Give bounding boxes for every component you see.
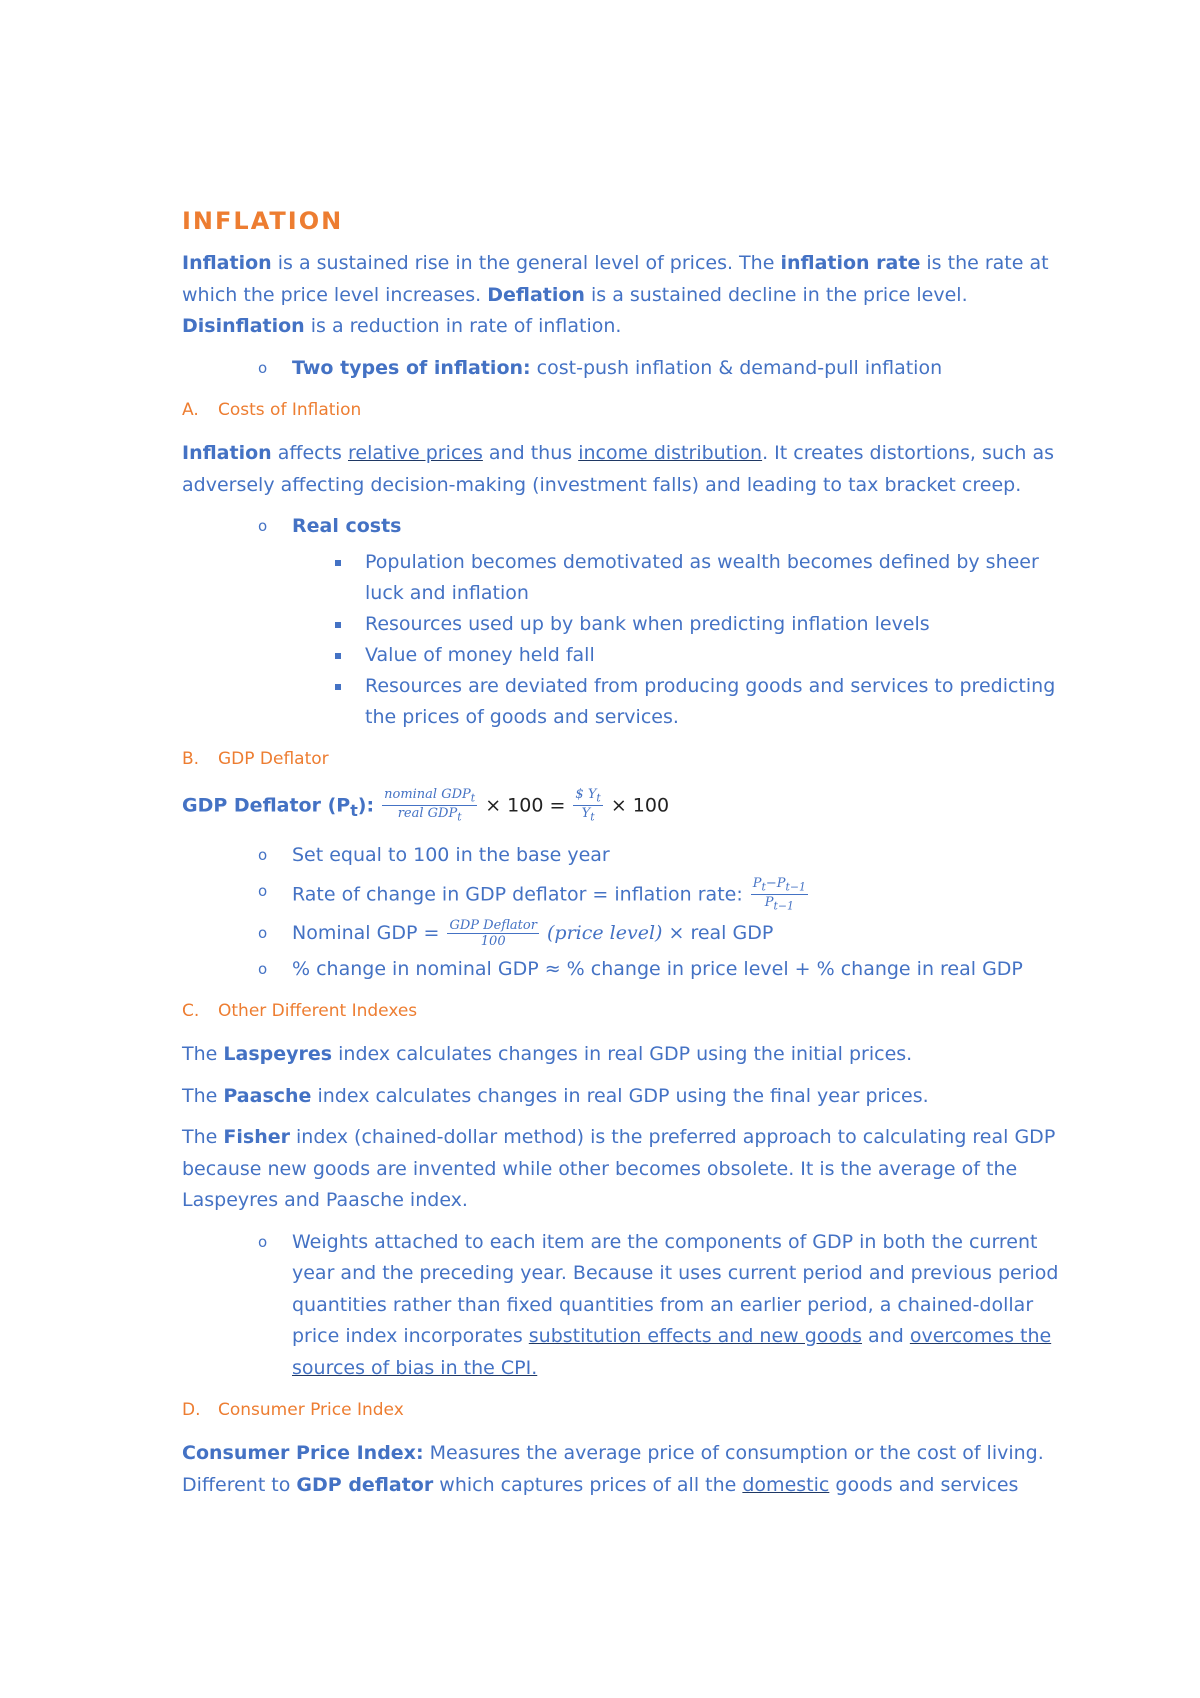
subscript: t xyxy=(350,800,358,820)
section-letter: A. xyxy=(182,400,199,420)
underlined-income-distribution: income distribution xyxy=(578,442,763,464)
square-bullet-icon xyxy=(335,684,341,690)
underlined-domestic: domestic xyxy=(742,1473,830,1496)
fraction-inflation-rate xyxy=(751,876,808,914)
subscript: t xyxy=(470,791,476,805)
times-100: × 100 = xyxy=(485,794,566,817)
list-item xyxy=(182,609,1062,640)
text: Measures the average price of consumption or the cost of living. Different to xyxy=(182,1442,1044,1496)
fraction-denominator: real GDP xyxy=(397,806,458,822)
list-item-text: Nominal GDP = xyxy=(292,922,440,945)
section-heading-b xyxy=(182,747,1062,771)
fraction-deflator-100 xyxy=(447,918,539,949)
document-content xyxy=(182,204,1062,1511)
bullet-icon: o xyxy=(258,959,268,978)
section-heading-a xyxy=(182,398,1062,422)
fisher-paragraph xyxy=(182,1122,1062,1217)
square-bullet-icon xyxy=(335,653,341,659)
section-letter: C. xyxy=(182,1001,200,1022)
text: goods and services xyxy=(829,1473,1019,1496)
bullet-icon: o xyxy=(258,1232,268,1251)
list-item xyxy=(182,840,1062,872)
subscript: t−1 xyxy=(773,900,794,914)
section-title: Costs of Inflation xyxy=(218,400,362,420)
price-level-text: (price level) xyxy=(547,922,663,945)
section-heading-d xyxy=(182,1398,1062,1422)
text: The xyxy=(182,1126,224,1149)
list-item-real-costs xyxy=(182,511,1062,543)
list-item-text: Set equal to 100 in the base year xyxy=(292,844,610,867)
list-item-weights xyxy=(182,1227,1062,1385)
list-item-text: Resources are deviated from producing goods and services to predicting the prices of goods and services. xyxy=(365,674,1056,728)
types-text: cost-push inflation & demand-pull inflation xyxy=(530,356,943,379)
fraction-denominator: Y xyxy=(581,806,591,822)
fraction-nominal-real xyxy=(382,787,477,825)
section-title: Consumer Price Index xyxy=(218,1400,404,1421)
text: index calculates changes in real GDP using the initial prices. xyxy=(332,1043,913,1066)
deflator-formula xyxy=(182,787,1062,827)
list-item-text: Population becomes demotivated as wealth becomes defined by sheer luck and inflation xyxy=(365,550,1039,604)
term-laspeyres: Laspeyres xyxy=(223,1043,333,1066)
paasche-paragraph xyxy=(182,1081,1062,1113)
list-item-text: Resources used up by bank when predicting inflation levels xyxy=(365,612,930,635)
section-letter: D. xyxy=(182,1400,201,1421)
term-fisher: Fisher xyxy=(223,1126,290,1149)
subscript: t xyxy=(457,810,462,824)
bullet-icon: o xyxy=(258,846,268,865)
text: and xyxy=(862,1325,910,1348)
list-item-types xyxy=(182,353,1062,385)
times-100: × 100 xyxy=(610,794,670,817)
list-item xyxy=(182,640,1062,671)
bullet-icon: o xyxy=(258,924,268,943)
term-paasche: Paasche xyxy=(223,1084,312,1107)
list-item xyxy=(182,671,1062,733)
term-inflation: Inflation xyxy=(182,252,272,274)
deflator-label: GDP Deflator (P xyxy=(182,794,351,817)
section-title: GDP Deflator xyxy=(218,748,329,769)
bullet-icon: o xyxy=(258,517,268,535)
text: is a sustained decline in the price level. xyxy=(584,283,968,306)
text: which captures prices of all the xyxy=(433,1473,743,1496)
fraction-numerator-part: −P xyxy=(765,875,786,891)
term-deflation: Deflation xyxy=(487,283,585,306)
fraction-denominator: P xyxy=(764,895,774,911)
fraction-numerator: P xyxy=(752,875,762,891)
subscript: t xyxy=(590,810,595,824)
page-title: INFLATION xyxy=(182,207,344,235)
fraction-numerator: GDP Deflator xyxy=(449,918,537,934)
list-item-text: % change in nominal GDP ≈ % change in price level + % change in real GDP xyxy=(292,957,1023,980)
bullet-icon: o xyxy=(258,881,268,900)
section-title: Other Different Indexes xyxy=(218,1001,418,1022)
section-letter: B. xyxy=(182,748,200,769)
text: The xyxy=(182,1043,224,1066)
text: is the rate at which the price level increases. xyxy=(182,252,1049,306)
text: The xyxy=(182,1084,224,1107)
real-costs-label: Real costs xyxy=(292,515,402,537)
term-gdp-deflator: GDP deflator xyxy=(296,1473,434,1496)
term-cpi: Consumer Price Index: xyxy=(182,1442,424,1465)
text: is a sustained rise in the general level of prices. The xyxy=(271,252,781,274)
list-item-text: Rate of change in GDP deflator = inflation rate: xyxy=(292,883,743,906)
bullet-icon: o xyxy=(258,358,268,377)
section-heading-c xyxy=(182,999,1062,1023)
fraction-numerator: nominal GDP xyxy=(384,786,471,802)
list-item-text: × real GDP xyxy=(668,922,774,945)
fraction-numerator: $ Y xyxy=(575,786,597,802)
list-item xyxy=(182,918,1062,950)
square-bullet-icon xyxy=(335,560,341,566)
cpi-paragraph xyxy=(182,1438,1062,1501)
text: affects xyxy=(271,442,348,464)
term-disinflation: Disinflation xyxy=(182,315,305,337)
intro-paragraph xyxy=(182,248,1062,343)
list-item xyxy=(182,954,1062,986)
term-inflation: Inflation xyxy=(182,442,272,464)
subscript: t xyxy=(761,880,766,894)
square-bullet-icon xyxy=(335,622,341,628)
types-label: Two types of inflation: xyxy=(292,356,531,379)
underlined-overcomes-bias: overcomes the sources of bias in the CPI. xyxy=(292,1325,1052,1379)
underlined-substitution: substitution effects and new goods xyxy=(528,1325,863,1348)
laspeyres-paragraph xyxy=(182,1039,1062,1071)
list-item xyxy=(182,876,1062,914)
term-inflation-rate: inflation rate xyxy=(780,252,921,274)
deflator-label-end: ): xyxy=(357,794,375,817)
subscript: t xyxy=(596,791,601,805)
subscript: t−1 xyxy=(785,880,806,894)
list-item-text: Value of money held fall xyxy=(365,643,595,666)
list-item xyxy=(182,547,1062,609)
text: and thus xyxy=(482,442,579,464)
costs-paragraph xyxy=(182,438,1062,501)
text: index calculates changes in real GDP using the final year prices. xyxy=(311,1084,929,1107)
fraction-dollar-y xyxy=(573,787,602,825)
text: index (chained-dollar method) is the preferred approach to calculating real GDP because new goods are invented while other becomes obsolete. It is the average of the Laspeyres and Paasche index. xyxy=(182,1126,1056,1212)
text: . It creates distortions, such as adversely affecting decision-making (investment falls) and leading to tax bracket creep. xyxy=(182,442,1055,496)
fraction-denominator: 100 xyxy=(480,934,506,950)
text: is a reduction in rate of inflation. xyxy=(304,315,622,337)
text: Weights attached to each item are the components of GDP in both the current year and the preceding year. Because it uses current period and previous period quantities rather than fixed quantities from an earlier period, a chained-dollar price index incorporates xyxy=(292,1230,1059,1348)
underlined-relative-prices: relative prices xyxy=(347,442,483,464)
